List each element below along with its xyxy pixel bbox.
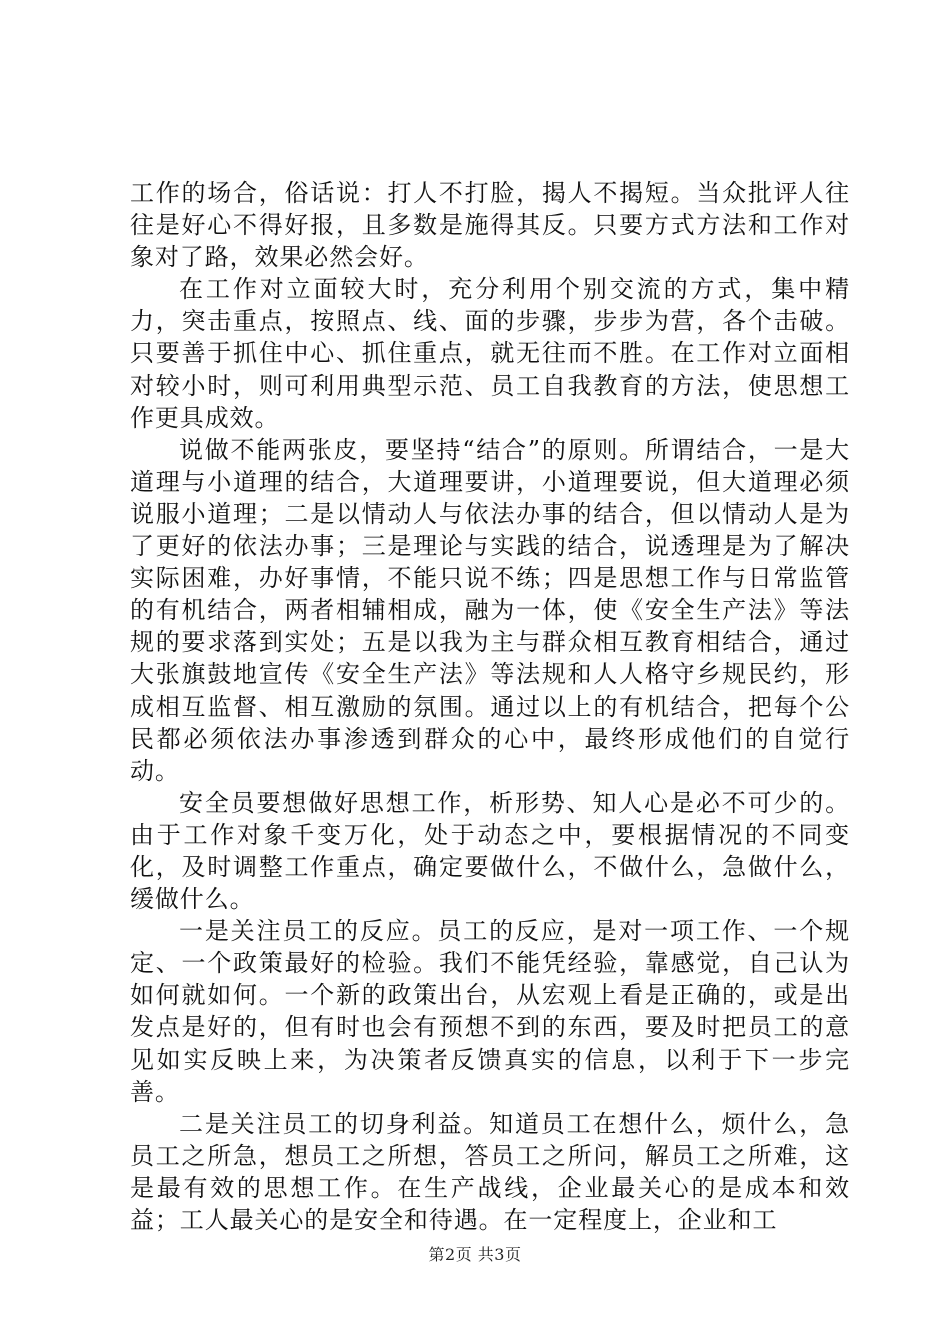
- paragraph-4: 安全员要想做好思想工作，析形势、知人心是必不可少的。由于工作对象千变万化，处于动态之中，要根据情况的不同变化，及时调整工作重点，确定要做什么，不做什么，急做什么，缓做什么。: [130, 788, 850, 914]
- paragraph-5: 一是关注员工的反应。员工的反应，是对一项工作、一个规定、一个政策最好的检验。我们不能凭经验，靠感觉，自己认为如何就如何。一个新的政策出台，从宏观上看是正确的，或是出发点是好的，但有时也会有预想不到的东西，要及时把员工的意见如实反映上来，为决策者反馈真实的信息，以利于下一步完善。: [130, 917, 850, 1106]
- paragraph-1: 工作的场合，俗话说：打人不打脸，揭人不揭短。当众批评人往往是好心不得好报，且多数是施得其反。只要方式方法和工作对象对了路，效果必然会好。: [130, 179, 850, 272]
- paragraph-6: 二是关注员工的切身利益。知道员工在想什么，烦什么，急员工之所急，想员工之所想，答员工之所问，解员工之所难，这是最有效的思想工作。在生产战线，企业最关心的是成本和效益；工人最关心的是安全和待遇。在一定程度上，企业和工: [130, 1109, 850, 1234]
- page-number-footer: 第2页 共3页: [428, 1245, 522, 1264]
- paragraph-3: 说做不能两张皮，要坚持“结合”的原则。所谓结合，一是大道理与小道理的结合，大道理要讲，小道理要说，但大道理必须说服小道理；二是以情动人与依法办事的结合，但以情动人是为了更好的依法办事；三是理论与实践的结合，说透理是为了解决实际困难，办好事情，不能只说不练；四是思想工作与日常监管的有机结合，两者相辅相成，融为一体，使《安全生产法》等法规的要求落到实处；五是以我为主与群众相互教育相结合，通过大张旗鼓地宣传《安全生产法》等法规和人人格守乡规民约，形成相互监督、相互激励的氛围。通过以上的有机结合，把每个公民都必须依法办事渗透到群众的心中，最终形成他们的自觉行动。: [130, 435, 850, 785]
- paragraph-2: 在工作对立面较大时，充分利用个别交流的方式，集中精力，突击重点，按照点、线、面的步骤，步步为营，各个击破。只要善于抓住中心、抓住重点，就无往而不胜。在工作对立面相对较小时，则可利用典型示范、员工自我教育的方法，使思想工作更具成效。: [130, 275, 850, 432]
- body-text: [130, 177, 850, 1236]
